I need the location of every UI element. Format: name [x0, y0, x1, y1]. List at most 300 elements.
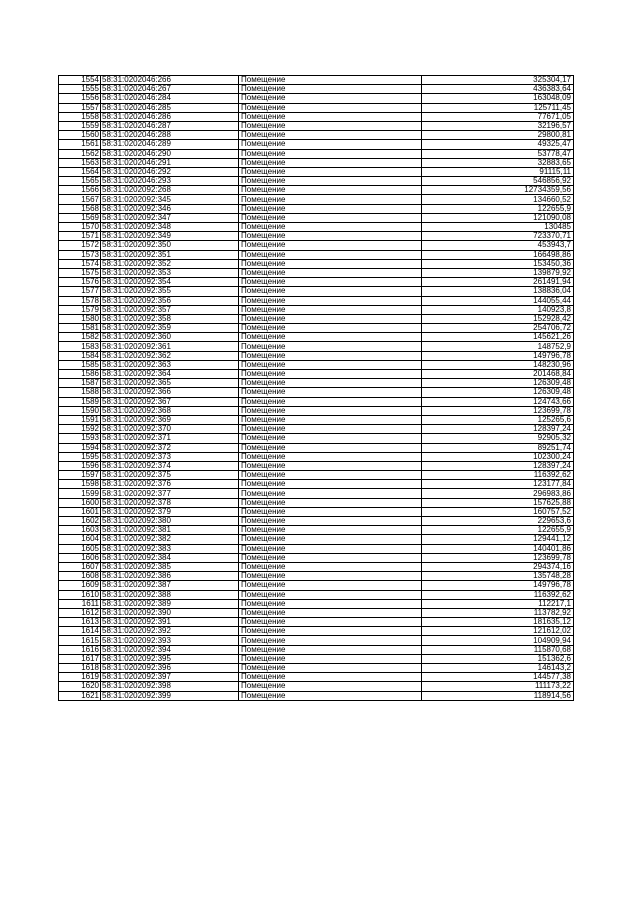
row-number-cell: 1559	[59, 121, 101, 130]
value-cell: 32196,57	[422, 121, 574, 130]
value-cell: 12734359,56	[422, 186, 574, 195]
cadastral-number-cell: 58:31:0202092:268	[101, 186, 239, 195]
cadastral-number-cell: 58:31:0202092:345	[101, 195, 239, 204]
object-type-cell: Помещение	[239, 379, 422, 388]
row-number-cell: 1577	[59, 287, 101, 296]
table-row	[59, 599, 574, 608]
cadastral-number-cell: 58:31:0202092:346	[101, 204, 239, 213]
value-cell: 151362,6	[422, 654, 574, 663]
row-number-cell: 1573	[59, 250, 101, 259]
row-number-cell: 1592	[59, 425, 101, 434]
object-type-cell: Помещение	[239, 250, 422, 259]
table-row	[59, 562, 574, 571]
table-row	[59, 121, 574, 130]
cadastral-number-cell: 58:31:0202046:267	[101, 85, 239, 94]
cadastral-number-cell: 58:31:0202092:377	[101, 489, 239, 498]
table-row	[59, 232, 574, 241]
value-cell: 125711,45	[422, 103, 574, 112]
cadastral-number-cell: 58:31:0202092:380	[101, 517, 239, 526]
cadastral-number-cell: 58:31:0202092:356	[101, 296, 239, 305]
value-cell: 160757,52	[422, 507, 574, 516]
cadastral-number-cell: 58:31:0202092:350	[101, 241, 239, 250]
value-cell: 163048,09	[422, 94, 574, 103]
value-cell: 146143,2	[422, 664, 574, 673]
cadastral-number-cell: 58:31:0202092:398	[101, 682, 239, 691]
table-row	[59, 204, 574, 213]
table-row	[59, 305, 574, 314]
table-row	[59, 278, 574, 287]
cadastral-number-cell: 58:31:0202092:353	[101, 268, 239, 277]
table-row	[59, 167, 574, 176]
row-number-cell: 1582	[59, 333, 101, 342]
object-type-cell: Помещение	[239, 590, 422, 599]
cadastral-number-cell: 58:31:0202046:266	[101, 76, 239, 85]
row-number-cell: 1575	[59, 268, 101, 277]
table-row	[59, 572, 574, 581]
cadastral-number-cell: 58:31:0202092:374	[101, 461, 239, 470]
value-cell: 134660,52	[422, 195, 574, 204]
value-cell: 135748,28	[422, 572, 574, 581]
table-row	[59, 195, 574, 204]
table-row	[59, 250, 574, 259]
value-cell: 152928,42	[422, 314, 574, 323]
row-number-cell: 1589	[59, 397, 101, 406]
row-number-cell: 1562	[59, 149, 101, 158]
object-type-cell: Помещение	[239, 342, 422, 351]
cadastral-number-cell: 58:31:0202092:361	[101, 342, 239, 351]
row-number-cell: 1607	[59, 562, 101, 571]
row-number-cell: 1611	[59, 599, 101, 608]
cadastral-number-cell: 58:31:0202092:394	[101, 645, 239, 654]
row-number-cell: 1591	[59, 415, 101, 424]
row-number-cell: 1608	[59, 572, 101, 581]
object-type-cell: Помещение	[239, 425, 422, 434]
value-cell: 166498,86	[422, 250, 574, 259]
table-row	[59, 342, 574, 351]
table-row	[59, 461, 574, 470]
object-type-cell: Помещение	[239, 691, 422, 700]
object-type-cell: Помещение	[239, 489, 422, 498]
value-cell: 254706,72	[422, 324, 574, 333]
row-number-cell: 1602	[59, 517, 101, 526]
cadastral-number-cell: 58:31:0202092:348	[101, 223, 239, 232]
table-row	[59, 259, 574, 268]
row-number-cell: 1617	[59, 654, 101, 663]
value-cell: 149796,78	[422, 581, 574, 590]
value-cell: 181635,12	[422, 618, 574, 627]
row-number-cell: 1620	[59, 682, 101, 691]
cadastral-number-cell: 58:31:0202092:352	[101, 259, 239, 268]
value-cell: 123699,78	[422, 553, 574, 562]
table-row	[59, 406, 574, 415]
row-number-cell: 1618	[59, 664, 101, 673]
value-cell: 296983,86	[422, 489, 574, 498]
object-type-cell: Помещение	[239, 498, 422, 507]
table-row	[59, 645, 574, 654]
object-type-cell: Помещение	[239, 333, 422, 342]
object-type-cell: Помещение	[239, 507, 422, 516]
table-row	[59, 268, 574, 277]
value-cell: 92905,32	[422, 434, 574, 443]
object-type-cell: Помещение	[239, 627, 422, 636]
property-table	[58, 75, 574, 701]
table-row	[59, 158, 574, 167]
cadastral-number-cell: 58:31:0202092:360	[101, 333, 239, 342]
object-type-cell: Помещение	[239, 85, 422, 94]
row-number-cell: 1569	[59, 213, 101, 222]
cadastral-number-cell: 58:31:0202092:396	[101, 664, 239, 673]
object-type-cell: Помещение	[239, 112, 422, 121]
value-cell: 140401,86	[422, 544, 574, 553]
cadastral-number-cell: 58:31:0202092:395	[101, 654, 239, 663]
row-number-cell: 1612	[59, 608, 101, 617]
table-row	[59, 673, 574, 682]
table-row	[59, 94, 574, 103]
table-row	[59, 691, 574, 700]
row-number-cell: 1580	[59, 314, 101, 323]
object-type-cell: Помещение	[239, 296, 422, 305]
cadastral-number-cell: 58:31:0202092:378	[101, 498, 239, 507]
cadastral-number-cell: 58:31:0202092:399	[101, 691, 239, 700]
object-type-cell: Помещение	[239, 553, 422, 562]
table-row	[59, 213, 574, 222]
row-number-cell: 1606	[59, 553, 101, 562]
value-cell: 229653,6	[422, 517, 574, 526]
cadastral-number-cell: 58:31:0202092:393	[101, 636, 239, 645]
table-row	[59, 544, 574, 553]
object-type-cell: Помещение	[239, 397, 422, 406]
value-cell: 144577,38	[422, 673, 574, 682]
row-number-cell: 1564	[59, 167, 101, 176]
table-row	[59, 85, 574, 94]
cadastral-number-cell: 58:31:0202092:349	[101, 232, 239, 241]
table-row	[59, 333, 574, 342]
cadastral-number-cell: 58:31:0202046:284	[101, 94, 239, 103]
value-cell: 145621,26	[422, 333, 574, 342]
value-cell: 201468,84	[422, 370, 574, 379]
object-type-cell: Помещение	[239, 572, 422, 581]
value-cell: 128397,24	[422, 461, 574, 470]
value-cell: 116392,62	[422, 590, 574, 599]
row-number-cell: 1579	[59, 305, 101, 314]
object-type-cell: Помещение	[239, 259, 422, 268]
cadastral-number-cell: 58:31:0202092:369	[101, 415, 239, 424]
row-number-cell: 1555	[59, 85, 101, 94]
cadastral-number-cell: 58:31:0202092:362	[101, 351, 239, 360]
table-row	[59, 608, 574, 617]
object-type-cell: Помещение	[239, 673, 422, 682]
table-row	[59, 581, 574, 590]
table-row	[59, 489, 574, 498]
table-row	[59, 149, 574, 158]
value-cell: 157625,88	[422, 498, 574, 507]
cadastral-number-cell: 58:31:0202092:357	[101, 305, 239, 314]
cadastral-number-cell: 58:31:0202092:359	[101, 324, 239, 333]
table-row	[59, 480, 574, 489]
table-row	[59, 654, 574, 663]
row-number-cell: 1584	[59, 351, 101, 360]
table-row	[59, 131, 574, 140]
object-type-cell: Помещение	[239, 195, 422, 204]
object-type-cell: Помещение	[239, 223, 422, 232]
cadastral-number-cell: 58:31:0202046:293	[101, 177, 239, 186]
cadastral-number-cell: 58:31:0202092:358	[101, 314, 239, 323]
row-number-cell: 1609	[59, 581, 101, 590]
value-cell: 453943,7	[422, 241, 574, 250]
cadastral-number-cell: 58:31:0202046:291	[101, 158, 239, 167]
value-cell: 149796,78	[422, 351, 574, 360]
row-number-cell: 1614	[59, 627, 101, 636]
value-cell: 148752,9	[422, 342, 574, 351]
table-row	[59, 443, 574, 452]
row-number-cell: 1587	[59, 379, 101, 388]
cadastral-number-cell: 58:31:0202092:355	[101, 287, 239, 296]
cadastral-number-cell: 58:31:0202092:390	[101, 608, 239, 617]
object-type-cell: Помещение	[239, 186, 422, 195]
value-cell: 116392,62	[422, 471, 574, 480]
object-type-cell: Помещение	[239, 645, 422, 654]
value-cell: 148230,96	[422, 360, 574, 369]
object-type-cell: Помещение	[239, 406, 422, 415]
table-row	[59, 507, 574, 516]
table-row	[59, 425, 574, 434]
cadastral-number-cell: 58:31:0202092:379	[101, 507, 239, 516]
object-type-cell: Помещение	[239, 415, 422, 424]
value-cell: 546856,92	[422, 177, 574, 186]
table-row	[59, 388, 574, 397]
row-number-cell: 1563	[59, 158, 101, 167]
cadastral-number-cell: 58:31:0202092:397	[101, 673, 239, 682]
table-row	[59, 682, 574, 691]
cadastral-number-cell: 58:31:0202046:288	[101, 131, 239, 140]
table-row	[59, 379, 574, 388]
object-type-cell: Помещение	[239, 278, 422, 287]
value-cell: 104909,94	[422, 636, 574, 645]
value-cell: 89251,74	[422, 443, 574, 452]
cadastral-number-cell: 58:31:0202046:290	[101, 149, 239, 158]
table-row	[59, 553, 574, 562]
table-row	[59, 535, 574, 544]
value-cell: 121090,08	[422, 213, 574, 222]
row-number-cell: 1593	[59, 434, 101, 443]
row-number-cell: 1590	[59, 406, 101, 415]
object-type-cell: Помещение	[239, 608, 422, 617]
row-number-cell: 1597	[59, 471, 101, 480]
value-cell: 126309,48	[422, 379, 574, 388]
row-number-cell: 1571	[59, 232, 101, 241]
row-number-cell: 1619	[59, 673, 101, 682]
table-row	[59, 186, 574, 195]
row-number-cell: 1554	[59, 76, 101, 85]
value-cell: 29800,81	[422, 131, 574, 140]
row-number-cell: 1566	[59, 186, 101, 195]
row-number-cell: 1574	[59, 259, 101, 268]
value-cell: 111173,22	[422, 682, 574, 691]
row-number-cell: 1613	[59, 618, 101, 627]
row-number-cell: 1576	[59, 278, 101, 287]
table-row	[59, 324, 574, 333]
table-row	[59, 627, 574, 636]
object-type-cell: Помещение	[239, 149, 422, 158]
table-row	[59, 140, 574, 149]
cadastral-number-cell: 58:31:0202092:388	[101, 590, 239, 599]
row-number-cell: 1568	[59, 204, 101, 213]
value-cell: 129441,12	[422, 535, 574, 544]
row-number-cell: 1621	[59, 691, 101, 700]
object-type-cell: Помещение	[239, 526, 422, 535]
cadastral-number-cell: 58:31:0202092:375	[101, 471, 239, 480]
row-number-cell: 1556	[59, 94, 101, 103]
cadastral-number-cell: 58:31:0202092:354	[101, 278, 239, 287]
cadastral-number-cell: 58:31:0202092:367	[101, 397, 239, 406]
value-cell: 49325,47	[422, 140, 574, 149]
object-type-cell: Помещение	[239, 517, 422, 526]
object-type-cell: Помещение	[239, 314, 422, 323]
object-type-cell: Помещение	[239, 241, 422, 250]
value-cell: 118914,56	[422, 691, 574, 700]
table-row	[59, 370, 574, 379]
value-cell: 261491,94	[422, 278, 574, 287]
cadastral-number-cell: 58:31:0202092:386	[101, 572, 239, 581]
cadastral-number-cell: 58:31:0202092:376	[101, 480, 239, 489]
table-row	[59, 112, 574, 121]
value-cell: 144055,44	[422, 296, 574, 305]
cadastral-number-cell: 58:31:0202092:382	[101, 535, 239, 544]
table-row	[59, 471, 574, 480]
cadastral-number-cell: 58:31:0202046:287	[101, 121, 239, 130]
value-cell: 138836,04	[422, 287, 574, 296]
row-number-cell: 1557	[59, 103, 101, 112]
object-type-cell: Помещение	[239, 167, 422, 176]
table-row	[59, 452, 574, 461]
cadastral-number-cell: 58:31:0202092:370	[101, 425, 239, 434]
value-cell: 112217,1	[422, 599, 574, 608]
cadastral-number-cell: 58:31:0202092:383	[101, 544, 239, 553]
row-number-cell: 1570	[59, 223, 101, 232]
object-type-cell: Помещение	[239, 535, 422, 544]
row-number-cell: 1604	[59, 535, 101, 544]
cadastral-number-cell: 58:31:0202046:285	[101, 103, 239, 112]
object-type-cell: Помещение	[239, 268, 422, 277]
row-number-cell: 1567	[59, 195, 101, 204]
row-number-cell: 1599	[59, 489, 101, 498]
value-cell: 436383,64	[422, 85, 574, 94]
cadastral-number-cell: 58:31:0202092:389	[101, 599, 239, 608]
row-number-cell: 1605	[59, 544, 101, 553]
row-number-cell: 1578	[59, 296, 101, 305]
cadastral-number-cell: 58:31:0202092:371	[101, 434, 239, 443]
value-cell: 121612,02	[422, 627, 574, 636]
object-type-cell: Помещение	[239, 581, 422, 590]
table-row	[59, 517, 574, 526]
object-type-cell: Помещение	[239, 360, 422, 369]
cadastral-number-cell: 58:31:0202092:347	[101, 213, 239, 222]
row-number-cell: 1594	[59, 443, 101, 452]
table-row	[59, 664, 574, 673]
table-row	[59, 498, 574, 507]
cadastral-number-cell: 58:31:0202092:366	[101, 388, 239, 397]
object-type-cell: Помещение	[239, 177, 422, 186]
row-number-cell: 1603	[59, 526, 101, 535]
value-cell: 139879,92	[422, 268, 574, 277]
cadastral-number-cell: 58:31:0202046:286	[101, 112, 239, 121]
table-row	[59, 103, 574, 112]
table-row	[59, 434, 574, 443]
row-number-cell: 1615	[59, 636, 101, 645]
property-table-body	[59, 76, 574, 701]
value-cell: 32883,65	[422, 158, 574, 167]
row-number-cell: 1585	[59, 360, 101, 369]
cadastral-number-cell: 58:31:0202092:391	[101, 618, 239, 627]
object-type-cell: Помещение	[239, 599, 422, 608]
value-cell: 77671,05	[422, 112, 574, 121]
cadastral-number-cell: 58:31:0202092:372	[101, 443, 239, 452]
table-row	[59, 397, 574, 406]
value-cell: 91115,11	[422, 167, 574, 176]
cadastral-number-cell: 58:31:0202092:364	[101, 370, 239, 379]
value-cell: 124743,66	[422, 397, 574, 406]
value-cell: 53778,47	[422, 149, 574, 158]
object-type-cell: Помещение	[239, 562, 422, 571]
table-row	[59, 526, 574, 535]
cadastral-number-cell: 58:31:0202092:385	[101, 562, 239, 571]
row-number-cell: 1558	[59, 112, 101, 121]
object-type-cell: Помещение	[239, 158, 422, 167]
cadastral-number-cell: 58:31:0202092:381	[101, 526, 239, 535]
value-cell: 294374,16	[422, 562, 574, 571]
row-number-cell: 1595	[59, 452, 101, 461]
object-type-cell: Помещение	[239, 324, 422, 333]
value-cell: 153450,36	[422, 259, 574, 268]
row-number-cell: 1600	[59, 498, 101, 507]
cadastral-number-cell: 58:31:0202092:363	[101, 360, 239, 369]
object-type-cell: Помещение	[239, 654, 422, 663]
value-cell: 130485	[422, 223, 574, 232]
table-row	[59, 618, 574, 627]
value-cell: 325304,17	[422, 76, 574, 85]
object-type-cell: Помещение	[239, 682, 422, 691]
value-cell: 115870,68	[422, 645, 574, 654]
object-type-cell: Помещение	[239, 664, 422, 673]
row-number-cell: 1588	[59, 388, 101, 397]
row-number-cell: 1596	[59, 461, 101, 470]
row-number-cell: 1610	[59, 590, 101, 599]
object-type-cell: Помещение	[239, 434, 422, 443]
table-row	[59, 241, 574, 250]
object-type-cell: Помещение	[239, 131, 422, 140]
row-number-cell: 1583	[59, 342, 101, 351]
row-number-cell: 1581	[59, 324, 101, 333]
cadastral-number-cell: 58:31:0202092:351	[101, 250, 239, 259]
table-row	[59, 360, 574, 369]
table-row	[59, 76, 574, 85]
object-type-cell: Помещение	[239, 443, 422, 452]
row-number-cell: 1616	[59, 645, 101, 654]
row-number-cell: 1598	[59, 480, 101, 489]
row-number-cell: 1560	[59, 131, 101, 140]
object-type-cell: Помещение	[239, 480, 422, 489]
object-type-cell: Помещение	[239, 94, 422, 103]
cadastral-number-cell: 58:31:0202092:365	[101, 379, 239, 388]
cadastral-number-cell: 58:31:0202092:384	[101, 553, 239, 562]
object-type-cell: Помещение	[239, 76, 422, 85]
object-type-cell: Помещение	[239, 618, 422, 627]
value-cell: 122655,9	[422, 204, 574, 213]
value-cell: 128397,24	[422, 425, 574, 434]
table-row	[59, 415, 574, 424]
object-type-cell: Помещение	[239, 121, 422, 130]
object-type-cell: Помещение	[239, 305, 422, 314]
